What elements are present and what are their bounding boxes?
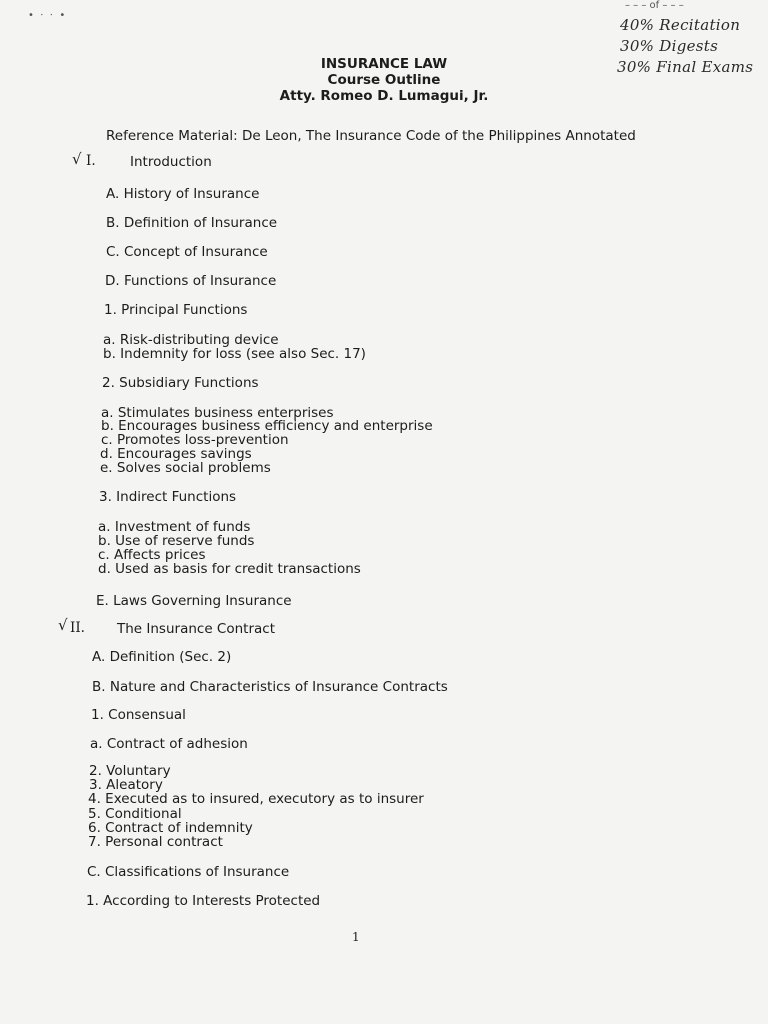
outline-item: b. Encourages business efficiency and enterprise — [101, 418, 433, 434]
section-numeral: II. — [70, 620, 85, 636]
document-subtitle: Course Outline — [327, 72, 441, 88]
outline-item: a. Stimulates business enterprises — [101, 405, 334, 421]
outline-item: c. Promotes loss-prevention — [101, 432, 289, 448]
outline-item: C. Classifications of Insurance — [87, 864, 290, 880]
outline-item: 5. Conditional — [88, 806, 182, 822]
outline-item: d. Used as basis for credit transactions — [98, 561, 361, 577]
checkmark-icon: √ — [58, 616, 68, 634]
outline-item: 1. Consensual — [91, 707, 186, 723]
outline-item: a. Investment of funds — [98, 519, 251, 535]
section-title: Introduction — [130, 154, 212, 170]
page-number: 1 — [352, 930, 360, 944]
outline-item: A. Definition (Sec. 2) — [92, 649, 232, 665]
handwritten-top-scribble: – – – of – – – — [625, 0, 684, 11]
outline-item: 3. Indirect Functions — [99, 489, 237, 505]
outline-item: a. Risk-distributing device — [103, 332, 279, 348]
outline-item: e. Solves social problems — [100, 460, 271, 476]
outline-item: 1. According to Interests Protected — [86, 893, 321, 909]
outline-item: b. Indemnity for loss (see also Sec. 17) — [103, 346, 366, 362]
outline-item: d. Encourages savings — [100, 446, 252, 462]
outline-item: A. History of Insurance — [106, 186, 260, 202]
handwritten-grade-1: 40% Recitation — [620, 16, 741, 34]
reference-line: Reference Material: De Leon, The Insurance Code of the Philippines Annotated — [106, 128, 636, 144]
handwritten-grade-3: 30% Final Exams — [617, 58, 754, 76]
outline-item: 2. Voluntary — [89, 763, 171, 779]
outline-item: c. Affects prices — [98, 547, 206, 563]
outline-item: 2. Subsidiary Functions — [102, 375, 259, 391]
outline-item: 7. Personal contract — [88, 834, 223, 850]
outline-item: E. Laws Governing Insurance — [96, 593, 292, 609]
document-author: Atty. Romeo D. Lumagui, Jr. — [279, 88, 489, 104]
outline-item: B. Nature and Characteristics of Insurance Contracts — [92, 679, 448, 695]
handwritten-grade-2: 30% Digests — [620, 37, 719, 55]
outline-item: 3. Aleatory — [89, 777, 163, 793]
outline-item: C. Concept of Insurance — [106, 244, 268, 260]
outline-item: a. Contract of adhesion — [90, 736, 248, 752]
checkmark-icon: √ — [72, 150, 82, 168]
document-title: INSURANCE LAW — [320, 56, 448, 72]
section-title: The Insurance Contract — [117, 621, 275, 637]
outline-item: 1. Principal Functions — [104, 302, 248, 318]
outline-item: D. Functions of Insurance — [105, 273, 277, 289]
outline-item: 6. Contract of indemnity — [88, 820, 253, 836]
section-numeral: I. — [86, 153, 96, 169]
scan-specks: • ⋅ ⋅ • — [28, 10, 66, 21]
outline-item: b. Use of reserve funds — [98, 533, 255, 549]
outline-item: B. Definition of Insurance — [106, 215, 278, 231]
outline-item: 4. Executed as to insured, executory as to insurer — [88, 791, 424, 807]
